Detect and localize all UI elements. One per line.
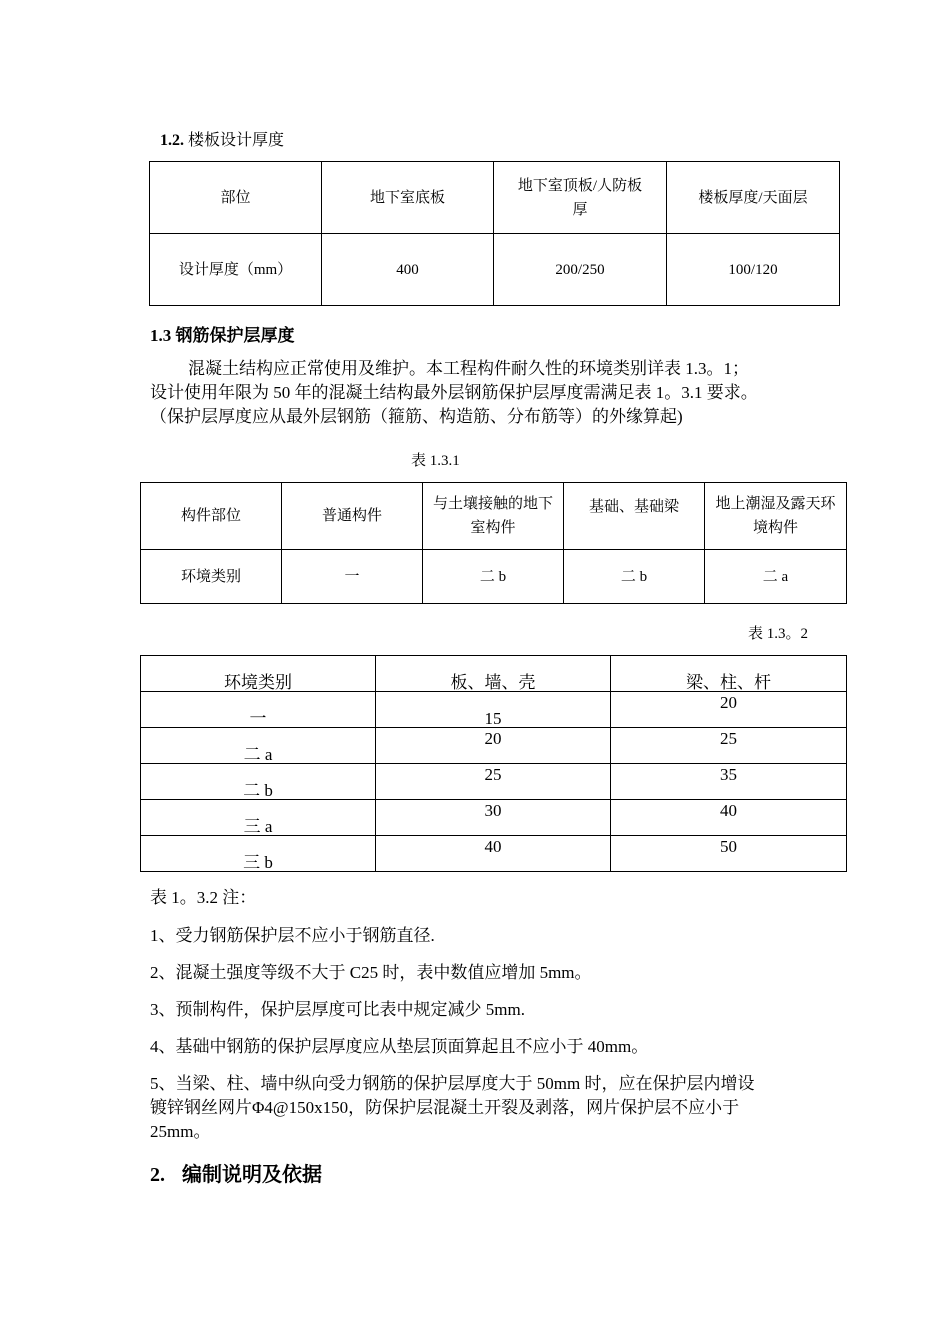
table-cell	[611, 800, 847, 836]
note-item-3: 3、预制构件，保护层厚度可比表中规定减少 5mm.	[150, 1000, 525, 1019]
table-header-cell: 普通构件	[282, 483, 423, 550]
cell-text: 20	[720, 693, 737, 712]
cell-text: 25	[484, 765, 502, 784]
table-cell: 400	[322, 234, 494, 306]
cell-text: 二 b	[243, 781, 273, 800]
cell-text: 一	[249, 709, 267, 728]
section-1-3-heading: 1.3 钢筋保护层厚度	[150, 326, 295, 345]
table-cell: 二 b	[423, 550, 564, 604]
note-item-4: 4、基础中钢筋的保护层厚度应从垫层顶面算起且不应小于 40mm。	[150, 1037, 649, 1056]
cell-text: 30	[484, 801, 502, 820]
note-item-5-line-1: 5、当梁、柱、墙中纵向受力钢筋的保护层厚度大于 50mm 时，应在保护层内增设	[150, 1074, 755, 1093]
table-cell	[141, 836, 376, 872]
table-cell	[376, 764, 611, 800]
section-2-title: 编制说明及依据	[182, 1164, 322, 1186]
environment-class-table	[140, 482, 847, 604]
cell-text: 三 b	[243, 853, 273, 872]
table-cell	[376, 836, 611, 872]
cell-text: 三 a	[243, 817, 273, 836]
table-header-cell: 楼板厚度/天面层	[667, 162, 840, 234]
table-header-cell: 地下室顶板/人防板厚	[494, 162, 667, 234]
table-cell: 设计厚度（mm）	[150, 234, 322, 306]
table-row	[141, 692, 847, 728]
table-header-cell: 与土壤接触的地下室构件	[423, 483, 564, 550]
table-header-cell: 部位	[150, 162, 322, 234]
table-cell	[611, 764, 847, 800]
table-1-3-2-caption: 表 1.3。2	[748, 626, 809, 642]
table-cell: 环境类别	[141, 550, 282, 604]
header-text: 板、墙、壳	[450, 673, 536, 692]
cell-text: 40	[484, 837, 502, 856]
table-row	[141, 550, 847, 604]
table-cell	[611, 836, 847, 872]
table-row	[141, 728, 847, 764]
cell-text: 15	[484, 709, 502, 728]
table-row	[141, 836, 847, 872]
slab-thickness-table	[149, 161, 840, 306]
table-cell	[611, 692, 847, 728]
table-header-cell	[141, 656, 376, 692]
table-row	[141, 656, 847, 692]
table-cell	[141, 692, 376, 728]
table-cell	[141, 728, 376, 764]
section-2-heading	[150, 1158, 322, 1187]
section-2-number: 2.	[150, 1164, 165, 1186]
header-text: 梁、柱、杆	[686, 673, 771, 692]
intro-line-2: 设计使用年限为 50 年的混凝土结构最外层钢筋保护层厚度需满足表 1。3.1 要求。	[150, 383, 758, 402]
cell-text: 二 a	[243, 745, 273, 764]
table-cell	[141, 764, 376, 800]
table-cell	[141, 800, 376, 836]
header-text: 环境类别	[224, 673, 292, 692]
intro-line-3: （保护层厚度应从最外层钢筋（箍筋、构造筋、分布筋等）的外缘算起)	[150, 407, 683, 426]
table-cell: 200/250	[494, 234, 667, 306]
cell-text: 35	[720, 765, 737, 784]
section-1-2-number: 1.2.	[160, 132, 184, 149]
note-item-5-line-2: 镀锌钢丝网片Φ4@150x150，防保护层混凝土开裂及剥落，网片保护层不应小于	[150, 1098, 740, 1117]
table-cell: 二 b	[564, 550, 705, 604]
intro-line-1: 混凝土结构应正常使用及维护。本工程构件耐久性的环境类别详表 1.3。1；	[188, 359, 749, 378]
section-1-2-title: 楼板设计厚度	[188, 132, 285, 149]
note-item-1: 1、受力钢筋保护层不应小于钢筋直径.	[150, 926, 435, 945]
table-row	[141, 483, 847, 550]
notes-heading: 表 1。3.2 注：	[150, 888, 257, 907]
table-1-3-1-caption: 表 1.3.1	[411, 453, 460, 469]
table-cell	[376, 800, 611, 836]
note-item-5	[150, 1072, 850, 1144]
cell-text: 20	[484, 729, 502, 748]
table-row	[141, 800, 847, 836]
table-header-cell: 地下室底板	[322, 162, 494, 234]
table-cell: 一	[282, 550, 423, 604]
cell-text: 40	[720, 801, 737, 820]
table-header-cell: 构件部位	[141, 483, 282, 550]
cell-text: 25	[720, 729, 737, 748]
table-cell: 二 a	[705, 550, 847, 604]
table-row	[150, 234, 840, 306]
intro-paragraph	[150, 357, 850, 429]
table-header-cell: 基础、基础梁	[564, 483, 705, 550]
table-cell	[376, 728, 611, 764]
cover-thickness-table	[140, 655, 847, 872]
table-cell	[611, 728, 847, 764]
note-item-2: 2、混凝土强度等级不大于 C25 时，表中数值应增加 5mm。	[150, 963, 592, 982]
table-header-cell	[611, 656, 847, 692]
table-header-cell: 地上潮湿及露天环境构件	[705, 483, 847, 550]
table-cell: 100/120	[667, 234, 840, 306]
table-cell	[376, 692, 611, 728]
table-row	[150, 162, 840, 234]
cell-text: 50	[720, 837, 737, 856]
table-header-cell	[376, 656, 611, 692]
table-row	[141, 764, 847, 800]
note-item-5-line-3: 25mm。	[150, 1122, 211, 1141]
section-1-2-heading	[160, 127, 284, 150]
